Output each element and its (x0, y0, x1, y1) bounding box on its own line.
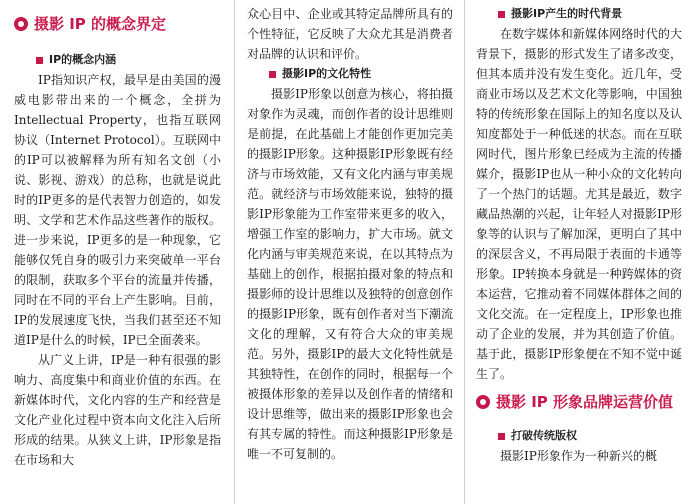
section-heading-wrap (14, 0, 221, 34)
circle-bullet-icon (14, 17, 28, 31)
column-1 (14, 0, 221, 504)
subheading-text: IP的概念内涵 (49, 53, 117, 66)
subheading-text: 摄影IP的文化特性 (282, 67, 372, 80)
subheading-ip-concept (14, 50, 221, 70)
section-heading-ip-definition (14, 14, 166, 34)
paragraph: 从广义上讲，IP是一种有很强的影响力、高度集中和商业价值的东西。在新媒体时代，文化内容的生产和经营是文化产业化过程中资本向文化注入后所形成的结果。从狭义上讲，IP形象是指在市场和大 (14, 353, 221, 467)
subheading-break-copyright (476, 426, 682, 446)
paragraph: 众心目中、企业或其特定品牌所具有的个性特征，它反映了大众尤其是消费者对品牌的认识和评价。 (247, 7, 453, 61)
paragraph: 摄影IP形象以创意为核心，将拍摄对象作为灵魂，而创作者的设计思维则是前提，在此基础上才能创作更加完美的摄影IP形象。这种摄影IP形象既有经济与市场效能，又有文化内涵与审美规范。就经济与市场效能来说，独特的摄影IP形象能为工作室带来更多的收入，增强工作室的影响力，扩大市场。就文化内涵与审美规范来说，在以其特点为基础上的创作，根据拍摄对象的特点和摄影师的设计思维以及独特的创意创作的摄影IP形象，既有创作者对当下潮流文化的理解，又有符合大众的审美规范。另外，摄影IP的最大文化特性就是其独特性，在创作的同时，根据每一个被摄体形象的差异以及创作者的情绪和设计思维等，做出来的摄影IP形象也会有其专属的特性。而这种摄影IP形象是唯一不可复制的。 (247, 87, 453, 461)
square-bullet-icon (269, 71, 276, 78)
spacer (14, 34, 221, 50)
square-bullet-icon (498, 11, 505, 18)
section-heading-brand-value (476, 392, 682, 412)
paragraph: 在数字媒体和新媒体网络时代的大背景下，摄影的形式发生了诸多改变，但其本质并没有发生变化。近几年，受商业市场以及艺术文化等影响，中国独特的传统形象在国际上的知名度以及认知度都处于一种低迷的状态。而在互联网时代，图片形象已经成为主流的传播媒介，摄影IP也从一种小众的文化转向了一个热门的话题。尤其是最近，数字藏品热潮的兴起，让年轻人对摄影IP形象等的认识与了解加深，更明白了其中的深层含义，不再局限于表面的卡通等形象。IP转换本身就是一种跨媒体的资本运营，它推动着不同媒体群体之间的文化交流。在一定程度上，IP形象也推动了企业的发展，并为其创造了价值。基于此，摄影IP形象便在不知不觉中诞生了。 (476, 27, 682, 381)
subheading-era-background (476, 4, 682, 24)
subheading-text: 摄影IP产生的时代背景 (511, 7, 623, 20)
paragraph: 摄影IP形象作为一种新兴的概 (500, 449, 657, 463)
spacer (476, 384, 682, 392)
section-heading-text: 摄影 IP 形象品牌运营价值 (496, 393, 674, 411)
column-divider (234, 0, 235, 504)
column-3 (476, 0, 682, 504)
section-heading-text: 摄影 IP 的概念界定 (34, 15, 167, 33)
paragraph: IP指知识产权，最早是由美国的漫威电影带出来的一个概念，全拼为Intellectual Property，也指互联网协议（Internet Protocol）。互联网中的IP可以被解释为所有知名文创（小说、影视、游戏）的总称，也就是说此时的IP更多的是代表智力创造的，如发明、文学和艺术作品这些著作的版权。进一步来说，IP更多的是一种现象，它能够仅凭自身的吸引力来突破单一平台的限制，获取多个平台的流量并传播，同时在不同的平台上产生影响。目前，IP的发展速度飞快，当我们甚至还不知道IP是什么的时候，IP已全面袭来。 (14, 73, 221, 347)
column-divider (464, 0, 465, 504)
column-2 (247, 0, 453, 504)
spacer (476, 412, 682, 426)
square-bullet-icon (498, 433, 505, 440)
subheading-cultural-traits (247, 64, 453, 84)
circle-bullet-icon (476, 395, 490, 409)
subheading-text: 打破传统版权 (511, 429, 577, 442)
square-bullet-icon (36, 57, 43, 64)
